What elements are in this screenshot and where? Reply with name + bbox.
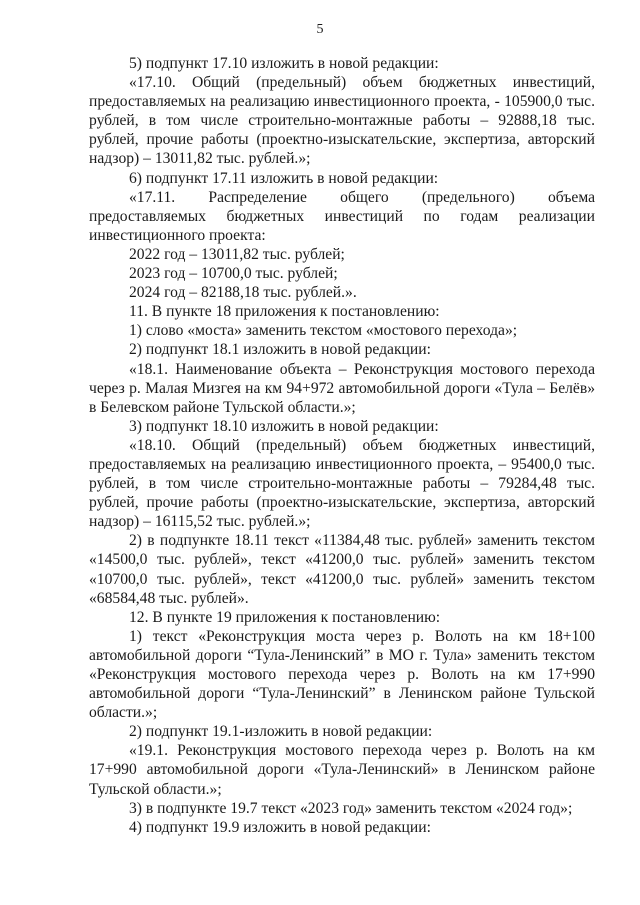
paragraph: «19.1. Реконструкция мостового перехода через р. Волоть на км 17+990 автомобильной дороги «Тула-Ленинский» в Ленинском районе Тульской области.»;: [89, 742, 595, 798]
paragraph: 12. В пункте 19 приложения к постановлению:: [129, 608, 441, 626]
paragraph: «18.10. Общий (предельный) объем бюджетных инвестиций, предоставляемых на реализацию инвестиционного проекта, – 95400,0 тыс. рублей, в том числе строительно-монтажные работы – 79284,48 тыс. рублей, прочие работы (проектно-изыскательские, экспертиза, авторский надзор) – 16115,52 тыс. рублей.»;: [89, 436, 595, 531]
paragraph: «17.10. Общий (предельный) объем бюджетных инвестиций, предоставляемых на реализацию инвестиционного проекта, - 105900,0 тыс. рублей, в том числе строительно-монтажные работы – 92888,18 тыс. рублей, прочие работы (проектно-изыскательские, экспертиза, авторский надзор) – 13011,82 тыс. рублей.»;: [89, 74, 595, 168]
paragraph: 2) подпункт 18.1 изложить в новой редакции:: [129, 341, 431, 359]
paragraph: 11. В пункте 18 приложения к постановлению:: [129, 303, 440, 321]
paragraph: 2022 год – 13011,82 тыс. рублей;: [129, 245, 345, 263]
paragraph: 2) подпункт 19.1-изложить в новой редакции:: [129, 723, 433, 741]
paragraph: 3) подпункт 18.10 изложить в новой редакции:: [129, 417, 439, 435]
paragraph: 2) в подпункте 18.11 текст «11384,48 тыс. рублей» заменить текстом «14500,0 тыс. рублей», текст «41200,0 тыс. рублей» заменить текстом «10700,0 тыс. рублей», текст «41200,0 тыс. рублей» заменить текстом «68584,48 тыс. рублей».: [89, 532, 595, 607]
paragraph: 5) подпункт 17.10 изложить в новой редакции:: [129, 55, 439, 72]
paragraph: 4) подпункт 19.9 изложить в новой редакции:: [129, 818, 431, 836]
paragraph: 2023 год – 10700,0 тыс. рублей;: [129, 265, 338, 283]
paragraph: 1) текст «Реконструкция моста через р. Волоть на км 18+100 автомобильной дороги “Тула-Ленинский” в МО г. Тула» заменить текстом «Реконструкция мостового перехода через р. Волоть на км 17+990 автомобильной дороги “Тула-Ленинский” в Ленинском районе Тульской области.»;: [89, 627, 595, 722]
paragraph: 6) подпункт 17.11 изложить в новой редакции:: [129, 169, 439, 187]
paragraph: 2024 год – 82188,18 тыс. рублей.».: [129, 284, 357, 302]
paragraph: 1) слово «моста» заменить текстом «мостового перехода»;: [129, 322, 518, 340]
paragraph: «18.1. Наименование объекта – Реконструкция мостового перехода через р. Малая Мизгея на км 94+972 автомобильной дороги «Тула – Белёв» в Белевском районе Тульской области.»;: [89, 360, 595, 416]
paragraph: 3) в подпункте 19.7 текст «2023 год» заменить текстом «2024 год»;: [129, 799, 573, 817]
page-number: 5: [316, 22, 324, 37]
document-body: [89, 54, 595, 837]
paragraph: «17.11. Распределение общего (предельного) объема предоставляемых бюджетных инвестиций по годам реализации инвестиционного проекта:: [89, 188, 595, 244]
